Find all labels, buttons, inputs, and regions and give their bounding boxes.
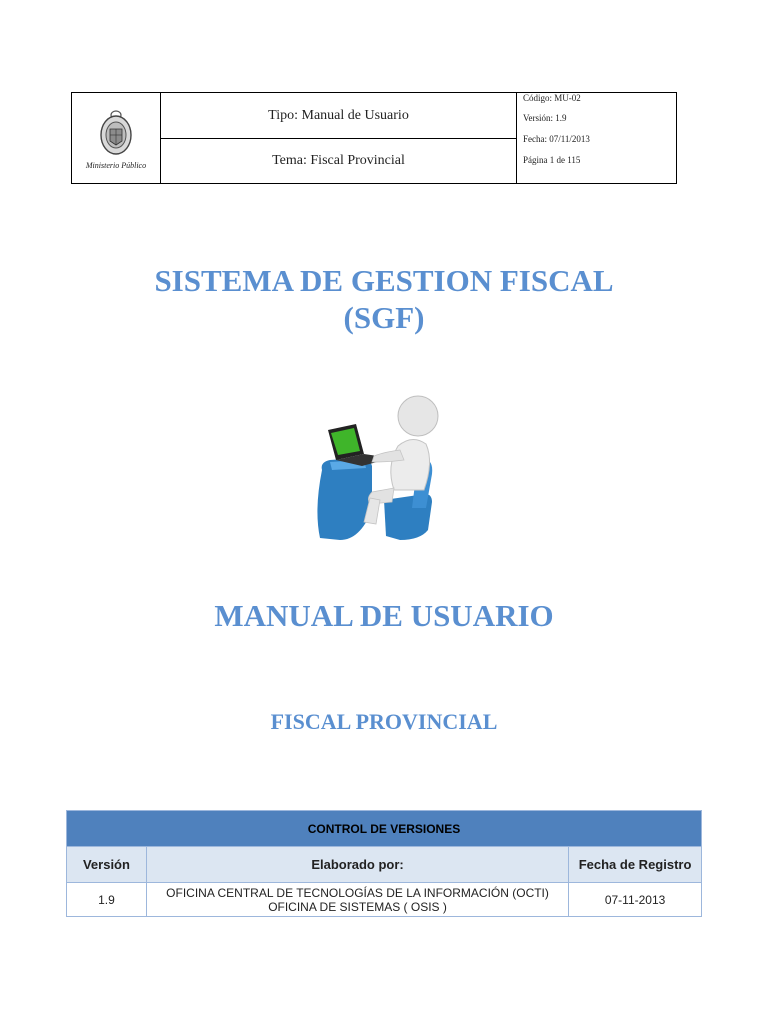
cell-elaborado [146, 883, 568, 917]
version-control-table [66, 810, 702, 917]
system-title [0, 262, 768, 336]
ministerio-publico-seal-icon [96, 107, 136, 159]
version-text: Versión: 1.9 [523, 113, 567, 123]
column-header-elaborado: Elaborado por: [146, 847, 568, 883]
codigo-text: Código: MU-02 [523, 93, 581, 103]
version-table-caption: CONTROL DE VERSIONES [67, 811, 702, 847]
version-table-header-row [67, 847, 702, 883]
document-meta [517, 93, 676, 183]
document-header-table [71, 92, 677, 184]
manual-title: MANUAL DE USUARIO [214, 598, 554, 633]
role-subtitle: FISCAL PROVINCIAL [270, 709, 498, 734]
logo-cell [72, 93, 161, 183]
pagina-text: Página 1 de 115 [523, 155, 581, 165]
system-title-line1: SISTEMA DE GESTION FISCAL [154, 263, 614, 298]
tema-field: Tema: Fiscal Provincial [161, 139, 517, 183]
version-table-caption-row [67, 811, 702, 847]
fecha-text: Fecha: 07/11/2013 [523, 134, 590, 144]
elaborado-line1: OFICINA CENTRAL DE TECNOLOGÍAS DE LA INFORMACIÓN (OCTI) [166, 885, 549, 900]
logo-caption: Ministerio Público [85, 160, 147, 170]
column-header-version: Versión [67, 847, 147, 883]
tipo-field: Tipo: Manual de Usuario [161, 93, 517, 139]
cell-fecha: 07-11-2013 [569, 883, 702, 917]
table-row [67, 883, 702, 917]
elaborado-line2: OFICINA DE SISTEMAS ( OSIS ) [268, 899, 447, 914]
person-at-laptop-illustration [300, 390, 450, 545]
cell-version: 1.9 [67, 883, 147, 917]
system-title-line2: (SGF) [343, 300, 425, 335]
column-header-fecha: Fecha de Registro [569, 847, 702, 883]
